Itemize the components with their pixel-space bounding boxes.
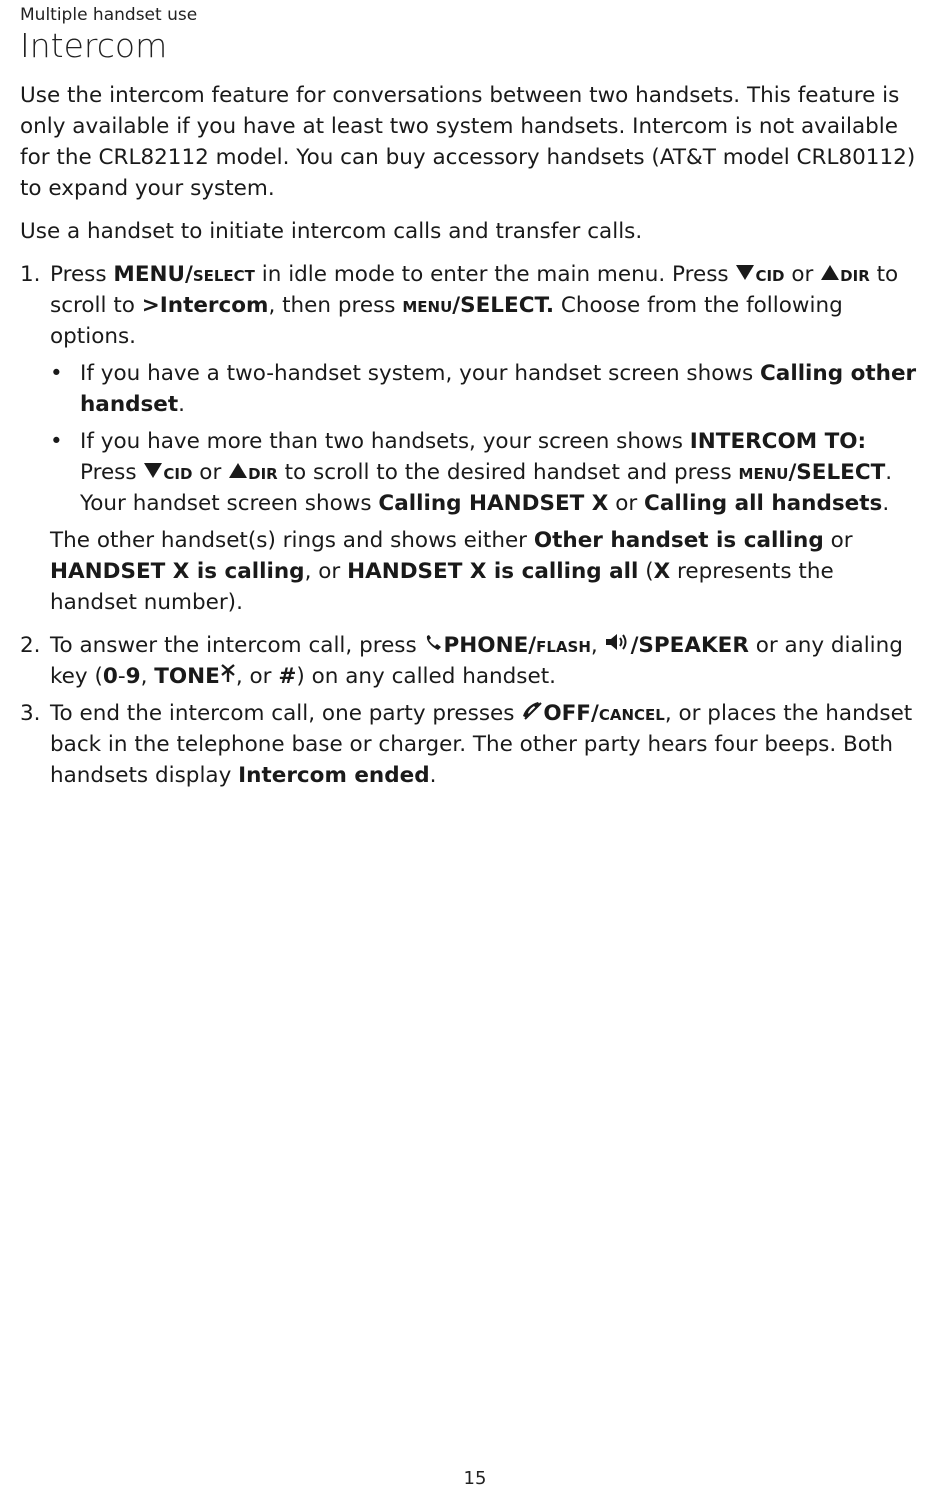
down-triangle-icon	[735, 264, 755, 281]
page-number: 15	[463, 1468, 487, 1489]
step-number: 3.	[20, 701, 41, 726]
intro-paragraph-2: Use a handset to initiate intercom calls and transfer calls.	[20, 219, 643, 244]
option-multi-handset: • If you have more than two handsets, your screen shows INTERCOM TO: Press cid or dir to scroll to the desired handset and press menu/SELECT. Your handset screen shows Calling HANDSET X or Calling all handsets.	[50, 426, 925, 519]
section-label: Multiple handset use	[20, 5, 198, 25]
step-number: 1.	[20, 262, 41, 287]
tone-star-icon	[220, 663, 236, 683]
page-title: Intercom	[20, 26, 168, 65]
up-triangle-icon	[820, 264, 840, 281]
option-two-handset: • If you have a two-handset system, your handset screen shows Calling other handset.	[50, 358, 925, 420]
step-number: 2.	[20, 633, 41, 658]
intro-paragraph: Use the intercom feature for conversations between two handsets. This feature is only available if you have at least two system handsets. Intercom is not available for the CRL82112 model. You can buy accessory handsets (AT&T model CRL80112) to expand your system.	[20, 83, 916, 201]
up-triangle-icon	[228, 462, 248, 479]
step-1-note: The other handset(s) rings and shows either Other handset is calling or HANDSET X is calling, or HANDSET X is calling all (X represents the handset number).	[50, 528, 853, 615]
phone-off-icon	[521, 700, 543, 720]
phone-handset-icon	[424, 634, 444, 652]
step-3: 3. To end the intercom call, one party presses OFF/cancel, or places the handset back in the telephone base or charger. The other party hears four beeps. Both handsets display Intercom ended.	[20, 698, 925, 791]
page	[20, 4, 925, 803]
options-list	[50, 358, 925, 519]
step-1: 1. Press MENU/select in idle mode to enter the main menu. Press cid or dir to scroll to >Intercom, then press menu/SELECT. Choose from the following options. • If you have a two-handset system, your handset screen shows Calling other handset. • If you have more than two handsets, your screen shows INTERCOM TO: Press cid or dir to scroll to the desired handset and press menu/SELECT. Your handset screen shows Calling HANDSET X or Calling all handsets. The other handset(s) rings and shows either Other handset is calling or HANDSET X is calling, or HANDSET X is calling all (X represents the handset number).	[20, 259, 925, 618]
speaker-icon	[605, 632, 631, 652]
step-2: 2. To answer the intercom call, press PHONE/flash, /SPEAKER or any dialing key (0-9, TONE , or #) on any called handset.	[20, 630, 925, 692]
down-triangle-icon	[143, 462, 163, 479]
steps-list	[20, 259, 925, 791]
